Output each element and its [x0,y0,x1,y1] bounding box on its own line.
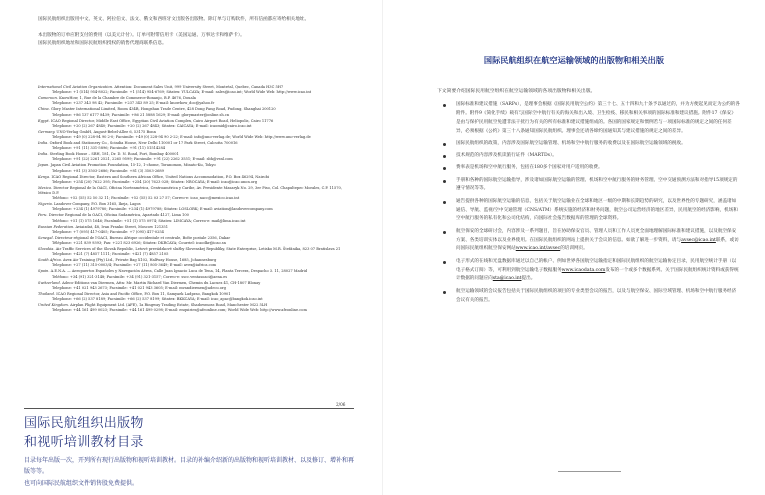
item-text: 联系，或访问国际民航组织航空保安网站 [456,237,739,252]
agent-contact: Telephone: +86 137 6177 8439; Facsimile: +86 21 5888 1629; E-mail: glorymaster@online.sh.cn [52,112,230,117]
item-text: 通告提供各种的国际航空运输的信息，包括关于航空运输业在全球和地区一级的中期和长期趋势的研究，以及世界性的专题研究，涵盖诸如通信、导航、监视/空中交通管理（CNS/ATM）系统实施的经济和财务问题，航空公司运营经济的地区差异，民用航空的经济影响，机场和空中航行服务的私有化和公司化结构，向国际社会报告数据库的管理的全球资料。 [456,198,738,222]
item-text: 发布的一个或多个数据系列。关于国际民航组织统计资料或获得统计数据的问题应向 [456,267,739,282]
agent-address: Directeur régional de l'OACI, Bureau Afrique occidentale et centrale, Boîte postale 2356, Dakar [53,235,231,240]
item-text: 国际民航组织的政策，内容涉及国际航空运输管理、机场和空中航行服务的收费以及在国际航空运输领域的税收。 [456,140,686,146]
sales-agent-entry [38,163,353,173]
contact-link[interactable]: sta@icao.int [492,276,522,282]
agent-country: Japan. [38,163,50,168]
bullet-icon [443,104,446,107]
sales-agent-entry [38,213,353,223]
agent-address: Sterling Book House – SBH, 181, Dr. D. N. Road, Fort, Bombay 400001 [48,152,179,157]
bullet-icon [443,261,446,264]
page-title: 国际民航组织在航空运输领域的出版物和相关出版 [483,55,665,65]
page-intro: 下文简要介绍国际民用航空组织在航空运输领域的各项出版物和相关出版。 [437,89,596,94]
agent-address: Air Traffic Services of the Slovak Republic, Letové prevádzkové služby Slovenskej Republiky, State Enterprise, Letisko M.R. Štefánika, 823 07 Bratislava 21 [54,247,341,252]
agent-country: Germany. [38,129,56,134]
contact-link[interactable]: www.icao.int/avsec [515,246,561,252]
agent-contact: Telephone: +20 (2) 267 4840; Facsimile: +20 (2) 267 4843; Sitatex: CAICAYA; E-mail: icaomid@cairo.icao.int [52,123,252,128]
agent-contact: Telephone: +66 (2) 537 8189; Facsimile: +66 (2) 537 8199; Sitatex: BKKCAYA; E-mail: icao_apac@bangkok.icao.int [52,297,263,302]
item-text: 国际标准和建议措施（SARPs），是理事会根据《国际民用航空公约》第三十七、五十四和九十条予以通过的，并为方便起见而定为公约的各附件。附件9《简化手续》载有与国际空中航行有关的海关和出入境、卫生检疫、移民和相关事项的国际标准和建议措施。附件17《保安》是由与保护民用航空免遭非法干扰行为有关的所有标准和建议措施组成的。各国的国家规定和惯例若与一项国际标准的规定之间的任何差异，必须根据《公约》第三十八条通知国际民航组织。理事会还请各缔约国通知其与建议措施的规定之间的差异。 [456,102,740,134]
agent-address: Landover Company, P.O. Box 3165, Ikeja, Lagos [52,202,141,207]
agent-address: ICAO Regional Director, Asia and Pacific Office, P.O. Box 11, Samyaek Ladprao, Bangkok 10901 [55,291,231,296]
agent-contact: Telephone: +81 (3) 3503-2686; Facsimile: +81 (3) 3503-2689 [52,168,164,173]
agent-address: Avex Air Training (Pty) Ltd., Private Bag X102, Halfway House, 1685, Johannesburg [61,258,217,263]
agent-country: Slovakia. [38,247,55,252]
right-page [383,0,765,495]
sales-agent-entry [38,152,353,162]
agent-country: China. [38,107,50,112]
agent-contact: Telephone: +7 (095) 417-0405; Facsimile: +7 (095) 417-0254 [52,229,164,234]
publication-category-item [442,228,740,255]
bullet-icon [443,143,446,146]
agent-country: International Civil Aviation Organization. [38,85,114,89]
sales-agent-entry [38,107,353,117]
sales-agent-entry [38,281,353,291]
agent-country: Mexico. [38,185,53,190]
agent-country: Peru. [38,213,48,218]
publication-category-item [442,258,740,285]
bullet-icon [443,180,446,183]
agent-country: Russian Federation. [38,224,75,229]
agent-contact: Telephone: +41 021 943 2673; Facsimile: +41 021 943 3605; E-mail: mvandiermen@adeco.org [52,285,226,290]
sales-agent-entry [38,292,353,302]
agent-contact: Telephone: +91 (22) 2261 2521, 2265 9599; Facsimile: +91 (22) 2262 3551; E-mail: sbh@vsnl.com [52,157,233,162]
sales-agent-entry [38,236,353,246]
left-page [0,0,382,495]
agent-contact: Telephone: +254 (20) 7622 395; Facsimile: +254 (20) 7623 028; Sitatex: NBOCAYA; E-mail: icao@icao.unon.org [52,179,258,184]
intro-paragraph-3: 国际民航组织地址和国际民航组织授权的销售代理商联系信息。 [38,41,167,46]
sales-agent-entry [38,225,353,235]
agent-country: Thailand. [38,291,56,296]
agent-address: ICAO Regional Director, Eastern and Southern African Office, United Nations Accommodation, P.O. Box 46294, Nairobi [50,174,270,179]
agent-country: Cameroon. [38,96,58,101]
sales-agent-entry [38,85,353,95]
agent-address: ICAO Regional Director, Middle East Office, Egyptian Civil Aviation Complex, Cairo Airport Road, Heliopolis, Cairo 11776 [49,118,274,123]
item-text: 技术规范的内容涉及机读旅行证件（MARTDs）。 [456,153,557,159]
agent-contact: Telephone: +421 (7) 4857 1111; Facsimile: +421 (7) 4857 2105 [52,252,169,257]
bullet-icon [443,231,446,234]
bullet-icon [443,167,446,170]
agent-country: Kenya. [38,174,51,179]
agent-contact: Telephone: +91 (11) 331-5896; Facsimile: +91 (11) 51514284 [52,146,166,151]
agent-address: UNO-Verlag GmbH, August-Bebel-Allee 6, 53175 Bonn [55,129,156,134]
agent-contact: Telephone: +1 (514) 954-8022; Facsimile: +1 (514) 954-6769; Sitatex: YULCAYA; E-mail: sales@icao.int; World Wide Web: http://www.icao.int [52,90,312,95]
intro-paragraph-1: 国际民航组织出版用中文、英文、阿拉伯文、法文、俄文和西班牙文出版各出版物。除订单与订购软件，所有信函都应寄给相关地址。 [38,17,310,22]
agent-country: Switzerland. [38,280,61,285]
agent-address: Japan Civil Aviation Promotion Foundation, 15-12, 1-chome, Toranomon, Minato-Ku, Tokyo [49,163,216,168]
contact-link[interactable]: avsec@icao.int [681,237,716,243]
agent-contact: Telephone: +44 161 499 0023; Facsimile: +44 161 499 0298; E-mail: enquiries@afeonline.com; World Wide Web: http://www.afeonline.com [52,308,307,313]
agent-country: Egypt. [38,118,50,123]
sales-agent-entry [38,269,353,279]
publication-category-item [442,140,740,149]
item-text: 航空运输领域的会议报告包括关于国际民航组织的项目的专业类型会议的报告，以及与航空保安、国际空域管理、机场和空中航行服务经济会议有关的报告。 [456,288,737,303]
agent-country: United Kingdom. [38,303,69,308]
agent-address: Director Regional de la OACI, Oficina Sudamérica, Apartado 4127, Lima 100 [47,213,189,218]
sales-agent-entry [38,141,353,151]
publication-category-item [442,152,740,161]
end-rule [558,471,621,472]
bullet-icon [443,291,446,294]
page-number: 2/06 [336,402,346,407]
catalogue-title-line-1: 国际民航组织出版物 [24,416,144,431]
agent-country: South Africa. [38,258,62,263]
agent-country: Spain. [38,269,50,274]
agent-address: Oxford Book and Stationery Co., Scindia House, New Delhi 110001 or 17 Park Street, Calcutta 700016 [48,141,238,146]
sales-agent-entry [38,175,353,185]
agent-contact: Telephone: +49 (0) 228-94 90 2-0; Facsimile: +49 (0) 228-94 90 2-22; E-mail: info@uno-verlag.de; World Wide Web: http://www.uno-verlag.de [52,135,311,140]
agent-address: Glory Master International Limited, Room 434B, Hongshan Trade Centre, 428 Dong Fang Road, Pudong, Shanghai 200120 [49,107,276,112]
sales-agent-entry [38,186,353,202]
catalogue-description: 目录每年出版一次，开列所有现行出版物和视听培训教材。目录的补编介绍新的出版物和视听培训教材、以及修订、增补和再版等等。 [24,457,355,475]
sales-agent-entry [38,258,353,268]
agent-contact: Telephone: +27 (11) 315-0003/4; Facsimile: +27 (11) 805-3649; E-mail: avex@iafrica.com [52,263,217,268]
agent-country: India. [38,152,49,157]
bullet-icon [443,155,446,158]
sales-agent-entry [38,202,353,212]
item-text: 手册和各种的国际航空运输指导，涉及诸如国际航空运输的管理、机场和空中航行服务的财务管理、空中交通预测方法和对指导15项规定的遵守情况等等。 [456,177,738,192]
agent-address: Director Regional de la OACI, Oficina Norteamérica, Centroamérica y Caribe, Av. Presidente Masaryk No. 29, 3er Piso, Col. Chapultepec Morales, C.P. 11570, México D.F. [38,185,342,196]
agent-country: Senegal. [38,235,54,240]
agent-contact: Teléfono: +51 (1) 575 1646; Facsímile: +51 (1) 575 0974; Sitatex: LIMCAYA; Correo-e: mail@lima.icao.int [52,218,246,223]
agent-contact: Telephone: +237 343 98 42; Facsimile: +237 343 89 25; E-mail: knowhow_doc@yahoo.fr [52,101,215,106]
item-text: 航空保安的全球研讨会，内容涉及一系列题目，旨在协助保安官员、管理人员和工作人员更全面地理解国际标准和建议措施，以及航空保安方案、各类培训实体以及业界使用。在国际民航组织的网站上提供关于会议的信息。如欲了解进一步资料，请与 [456,228,737,243]
agent-contact: Telephone: +234 (1) 4979780; Facsimile: +234 (1) 4979788; Sitatex: LOSLORK; E-mail: aviation@landovercompany.com [52,207,273,212]
agent-contact: Teléfono: +52 (55) 52 50 32 11; Facsímile: +52 (55) 52 03 27 57; Correo-e: icao_nacc@mexico.icao.int [52,196,240,201]
item-text: 费率表是机场和空中航行服务，包括在180多个国家对用户适用的收费。 [456,165,603,171]
contact-link[interactable]: www.icaodata.com [561,267,606,273]
sales-agent-entry [38,119,353,129]
agent-contact: Teléfono: +34 (91) 321-3148; Facsímile: +34 (91) 321-3157; Correo-e: sscc.ventasoaci@aena.es [52,274,228,279]
section-rule-top [24,408,354,409]
agent-contact: Téléphone: +221 839 9393; Fax: +221 823 6926; Sitatex: DKRCAYA; Courriel: icaodkr@icao.sn [52,241,226,246]
publication-category-item [442,288,740,306]
publication-category-item [442,164,740,173]
sales-agent-list [38,85,353,314]
sales-agent-entry [38,96,353,106]
publication-category-list [442,101,740,309]
intro-paragraph-2: 本出版物的订单应附支付的费用（以美元计付）。订单可附带信用卡（美国运通、万事达卡和维萨卡）。 [38,33,245,38]
item-text: 提出。 [521,276,536,282]
item-text: 的培训网页。 [560,246,588,252]
publication-category-item [442,101,740,137]
agent-address: A.E.N.A. — Aeropuertos Españoles y Navegación Aérea, Calle Juan Ignacio Luca de Tena, 14, Planta Tercera, Despacho 3. 11, 28027 Madrid [49,269,308,274]
sales-agent-entry [38,247,353,257]
publication-category-item [442,198,740,225]
agent-country: India. [38,141,49,146]
sales-agent-entry [38,130,353,140]
agent-address: Adeco-Editions van Diermen, Attn: Mr. Martin Richard Van Diermen, Chemin du Lacuez 41, CH-1807 Blonay [60,280,261,285]
sales-agent-entry [38,303,353,313]
item-text: 电子形式的在线和光盘数据库通过以自己的帐户、例如世界各国航空运输指定和国际民航组织的航空运输协定目录，民用航空统计手册（以电子格式订阅）等，可利用到航空运输电子数据服务 [456,258,737,273]
agent-address: Attention: Document Sales Unit, 999 University Street, Montréal, Quebec, Canada H3C 5H7 [113,85,284,89]
agent-address: Aviaizdat, 48, Ivan Franko Street, Moscow 121351 [74,224,168,229]
agent-country: Nigeria. [38,202,53,207]
catalogue-title-line-2: 和视听培训教材目录 [24,435,144,450]
bullet-icon [443,201,446,204]
catalogue-availability-note: 也可向国际民航组织文件销售股免费提供。 [24,480,139,487]
publication-category-item [442,177,740,195]
agent-address: KnowHow, 1, Rue de la Chambre de Commerce-Bonanjo, B.P. 4676, Douala [57,96,196,101]
agent-address: Airplan Flight Equipment Ltd. (AFE), 1a Ringway Trading Estate, Shadowmoss Road, Manchester M22 5LH [68,303,268,308]
